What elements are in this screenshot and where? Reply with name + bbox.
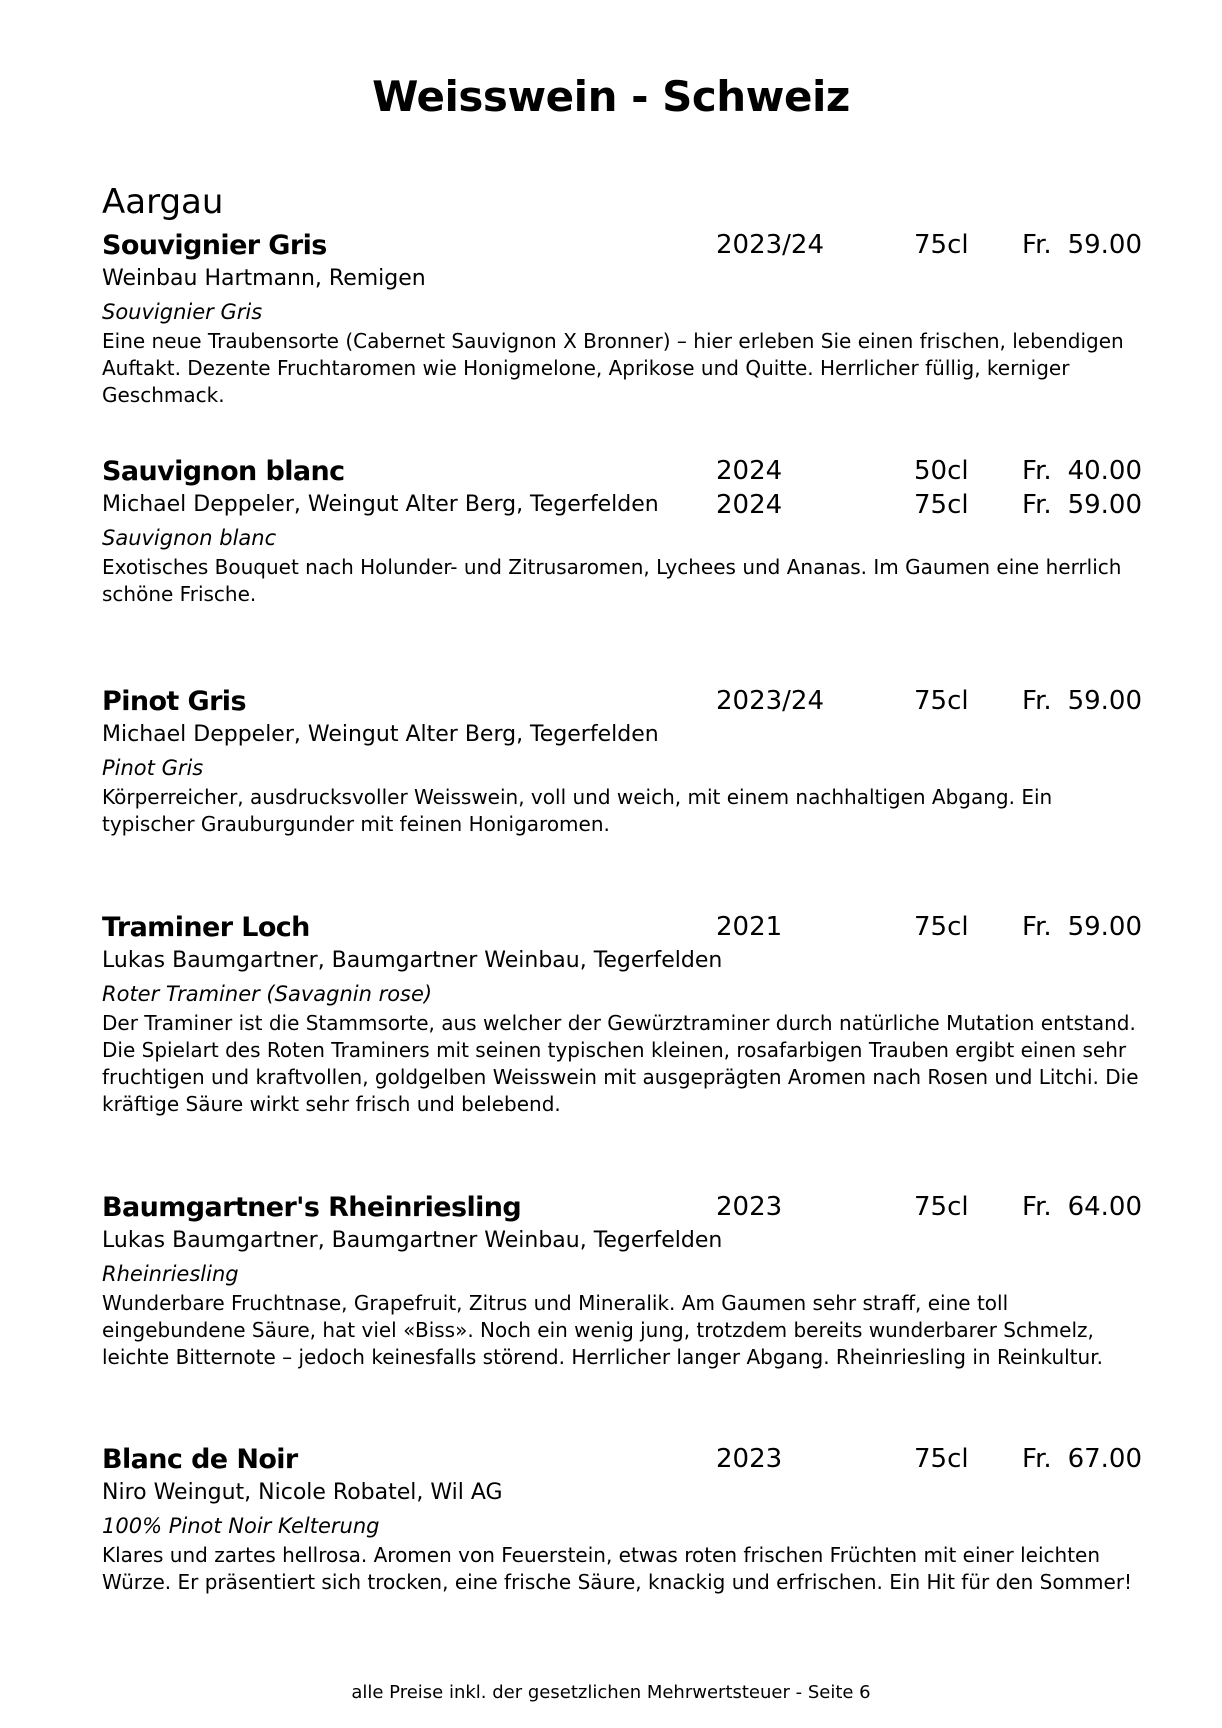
wine-producer: Michael Deppeler, Weingut Alter Berg, Tegerfelden: [102, 722, 659, 747]
wine-name: Traminer Loch: [102, 912, 310, 943]
wine-grape: Pinot Gris: [102, 756, 204, 780]
wine-volume: 75cl: [914, 686, 969, 716]
wine-header-row: [102, 1444, 1142, 1478]
wine-entry: [102, 456, 1142, 608]
wine-header-row: [102, 456, 1142, 490]
wine-producer-row: [102, 264, 1142, 298]
wine-producer: Lukas Baumgartner, Baumgartner Weinbau, Tegerfelden: [102, 1228, 723, 1253]
wine-year: 2024: [716, 456, 783, 486]
wine-description: Klares und zartes hellrosa. Aromen von Feuerstein, etwas roten frischen Früchten mit einer leichten Würze. Er präsentiert sich trocken, eine frische Säure, knackig und erfrischen. Ein Hit für den Sommer!: [102, 1543, 1133, 1594]
wine-year: 2023/24: [716, 230, 825, 260]
wine-year: 2024: [716, 490, 783, 520]
wine-name: Blanc de Noir: [102, 1444, 298, 1475]
wine-producer: Lukas Baumgartner, Baumgartner Weinbau, Tegerfelden: [102, 948, 723, 973]
wine-name: Sauvignon blanc: [102, 456, 345, 487]
wine-grape: Rheinriesling: [102, 1262, 239, 1286]
page-title: Weisswein - Schweiz: [372, 72, 850, 121]
wine-volume: 75cl: [914, 1192, 969, 1222]
wine-entry: [102, 912, 1142, 1118]
wine-producer: Michael Deppeler, Weingut Alter Berg, Tegerfelden: [102, 492, 659, 517]
wine-currency: Fr.: [1022, 490, 1052, 520]
wine-year: 2023: [716, 1192, 783, 1222]
wine-currency: Fr.: [1022, 456, 1052, 486]
wine-price: 59.00: [1067, 230, 1142, 260]
wine-description: Eine neue Traubensorte (Cabernet Sauvignon X Bronner) – hier erleben Sie einen frischen, lebendigen Auftakt. Dezente Fruchtaromen wie Honigmelone, Aprikose und Quitte. Herrlicher füllig, kerniger Geschmack.: [102, 329, 1124, 407]
wine-currency: Fr.: [1022, 912, 1052, 942]
wine-grape: Souvignier Gris: [102, 300, 263, 324]
wine-name: Souvignier Gris: [102, 230, 327, 261]
wine-entry: [102, 1192, 1142, 1371]
wine-grape: 100% Pinot Noir Kelterung: [102, 1514, 380, 1538]
wine-currency: Fr.: [1022, 230, 1052, 260]
wine-entry: [102, 230, 1142, 409]
wine-currency: Fr.: [1022, 686, 1052, 716]
wine-price: 67.00: [1067, 1444, 1142, 1474]
wine-volume: 75cl: [914, 912, 969, 942]
wine-currency: Fr.: [1022, 1444, 1052, 1474]
wine-header-row: [102, 230, 1142, 264]
wine-price: 40.00: [1067, 456, 1142, 486]
wine-volume: 50cl: [914, 456, 969, 486]
wine-year: 2023/24: [716, 686, 825, 716]
wine-price: 59.00: [1067, 686, 1142, 716]
wine-header-row: [102, 686, 1142, 720]
wine-price: 64.00: [1067, 1192, 1142, 1222]
wine-grape: Roter Traminer (Savagnin rose): [102, 982, 433, 1006]
wine-volume: 75cl: [914, 490, 969, 520]
wine-header-row: [102, 1192, 1142, 1226]
wine-description: Der Traminer ist die Stammsorte, aus welcher der Gewürztraminer durch natürliche Mutation entstand. Die Spielart des Roten Traminers mit seinen typischen kleinen, rosafarbigen Trauben ergibt einen sehr fruchtigen und kraftvollen, goldgelben Weisswein mit ausgeprägten Aromen nach Rosen und Litchi. Die kräftige Säure wirkt sehr frisch und belebend.: [102, 1011, 1139, 1116]
region-heading: Aargau: [102, 182, 224, 222]
wine-year: 2021: [716, 912, 783, 942]
wine-producer-row: [102, 1226, 1142, 1260]
wine-entry: [102, 1444, 1142, 1596]
wine-producer-row: [102, 490, 1142, 524]
wine-header-row: [102, 912, 1142, 946]
wine-producer: Niro Weingut, Nicole Robatel, Wil AG: [102, 1480, 503, 1505]
wine-year: 2023: [716, 1444, 783, 1474]
wine-producer: Weinbau Hartmann, Remigen: [102, 266, 426, 291]
wine-name: Baumgartner's Rheinriesling: [102, 1192, 522, 1223]
wine-name: Pinot Gris: [102, 686, 246, 717]
wine-description: Körperreicher, ausdrucksvoller Weisswein, voll und weich, mit einem nachhaltigen Abgang. Ein typischer Grauburgunder mit feinen Honigaromen.: [102, 785, 1053, 836]
wine-entry: [102, 686, 1142, 838]
wine-volume: 75cl: [914, 1444, 969, 1474]
wine-grape: Sauvignon blanc: [102, 526, 277, 550]
wine-description: Wunderbare Fruchtnase, Grapefruit, Zitrus und Mineralik. Am Gaumen sehr straff, eine toll eingebundene Säure, hat viel «Biss». Noch ein wenig jung, trotzdem bereits wunderbarer Schmelz, leichte Bitternote – jedoch keinesfalls störend. Herrlicher langer Abgang. Rheinriesling in Reinkultur.: [102, 1291, 1103, 1369]
wine-currency: Fr.: [1022, 1192, 1052, 1222]
wine-producer-row: [102, 1478, 1142, 1512]
wine-producer-row: [102, 946, 1142, 980]
wine-producer-row: [102, 720, 1142, 754]
wine-volume: 75cl: [914, 230, 969, 260]
wine-description: Exotisches Bouquet nach Holunder- und Zitrusaromen, Lychees und Ananas. Im Gaumen eine herrlich schöne Frische.: [102, 555, 1122, 606]
wine-price: 59.00: [1067, 912, 1142, 942]
wine-price: 59.00: [1067, 490, 1142, 520]
page-footer: alle Preise inkl. der gesetzlichen Mehrwertsteuer - Seite 6: [351, 1682, 871, 1703]
